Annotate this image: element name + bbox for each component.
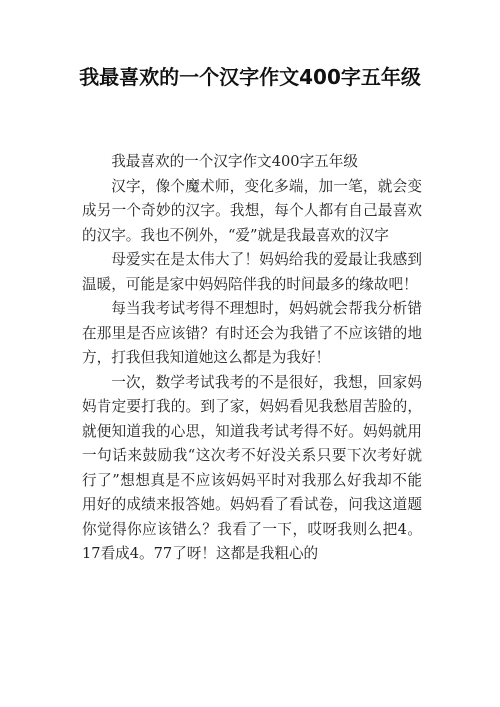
document-body [82, 150, 422, 567]
paragraph: 每当我考试考得不理想时，妈妈就会帮我分析错在那里是否应该错？有时还会为我错了不应该错的地方，打我但我知道她这么都是为我好！ [82, 300, 422, 366]
paragraph: 汉字，像个魔术师，变化多端，加一笔，就会变成另一个奇妙的汉字。我想，每个人都有自己最喜欢的汉字。我也不例外，“爱”就是我最喜欢的汉字 [82, 177, 422, 244]
paragraph: 我最喜欢的一个汉字作文400字五年级 [111, 153, 358, 170]
paragraph: 母爱实在是太伟大了！妈妈给我的爱最让我感到温暖，可能是家中妈妈陪伴我的时间最多的缘故吧！ [82, 251, 422, 293]
document-title: 我最喜欢的一个汉字作文400字五年级 [79, 65, 421, 89]
paragraph: 一次，数学考试我考的不是很好，我想，回家妈妈肯定要打我的。到了家，妈妈看见我愁眉苦脸的，就便知道我的心思，知道我考试考得不好。妈妈就用一句话来鼓励我“这次考不好没关系只要下次考好就行了”想想真是不应该妈妈平时对我那么好我却不能用好的成绩来报答她。妈妈看了看试卷，问我这道题你觉得你应该错么？我看了一下，哎呀我则么把4。17看成4。77了呀！这都是我粗心的 [82, 373, 422, 562]
